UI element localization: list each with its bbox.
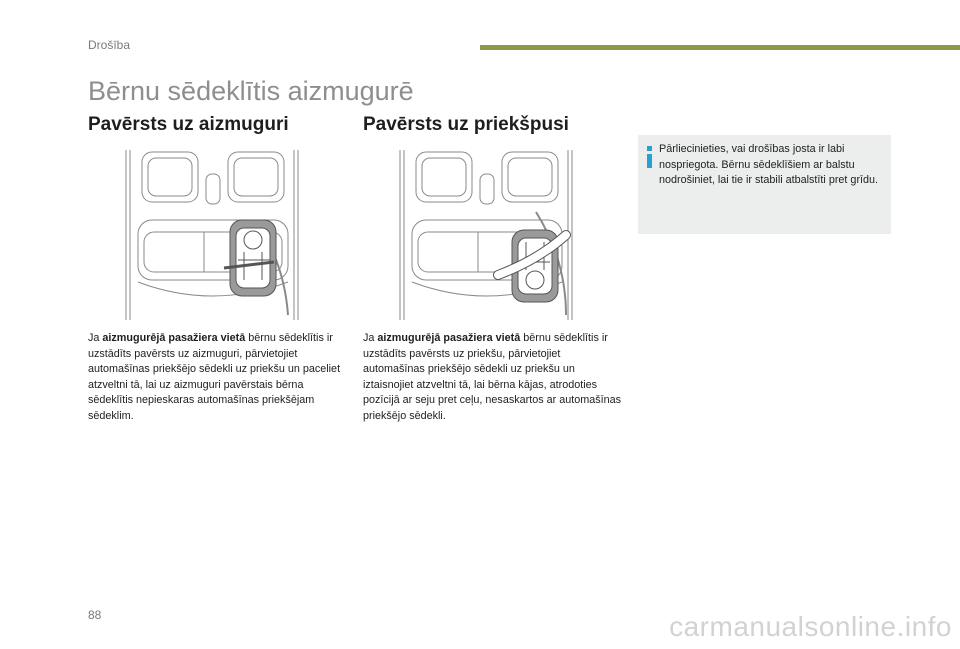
heading-rear-facing: Pavērsts uz aizmuguri bbox=[88, 114, 289, 135]
rear-facing-child-seat-icon bbox=[124, 150, 300, 320]
text-rear-facing: Ja aizmugurējā pasažiera vietā bērnu sēdeklītis ir uzstādīts pavērsts uz aizmuguri, pārvietojiet automašīnas priekšējo sēdekli uz priekšu un paceliet atzveltni tā, lai uz aizmuguri pavērstais bērna sēdeklītis nepieskaras automašīnas priekšējam sēdeklim. bbox=[88, 332, 341, 422]
info-icon bbox=[647, 146, 652, 168]
text-forward-facing: Ja aizmugurējā pasažiera vietā bērnu sēdeklītis ir uzstādīts pavērsts uz priekšu, pārvietojiet automašīnas priekšējo sēdekli uz priekšu un iztaisnojiet atzveltni tā, lai bērna kājas, atrodoties pozīcijā ar seju pret ceļu, nesaskartos ar automašīnas priekšējo sēdekli. bbox=[363, 332, 622, 422]
forward-facing-child-seat-icon bbox=[398, 150, 574, 320]
heading-forward-facing: Pavērsts uz priekšpusi bbox=[363, 114, 569, 135]
section-label: Drošība bbox=[88, 38, 131, 52]
header-rule bbox=[480, 45, 960, 50]
info-box bbox=[638, 135, 891, 234]
page-title: Bērnu sēdeklītis aizmugurē bbox=[88, 76, 414, 106]
watermark: carmanualsonline.info bbox=[669, 611, 952, 642]
page-number: 88 bbox=[88, 608, 102, 622]
info-text: Pārliecinieties, vai drošības josta ir labi nospriegota. Bērnu sēdeklīšiem ar balstu nodrošiniet, lai tie ir stabili atbalstīti pret grīdu. bbox=[659, 143, 879, 187]
